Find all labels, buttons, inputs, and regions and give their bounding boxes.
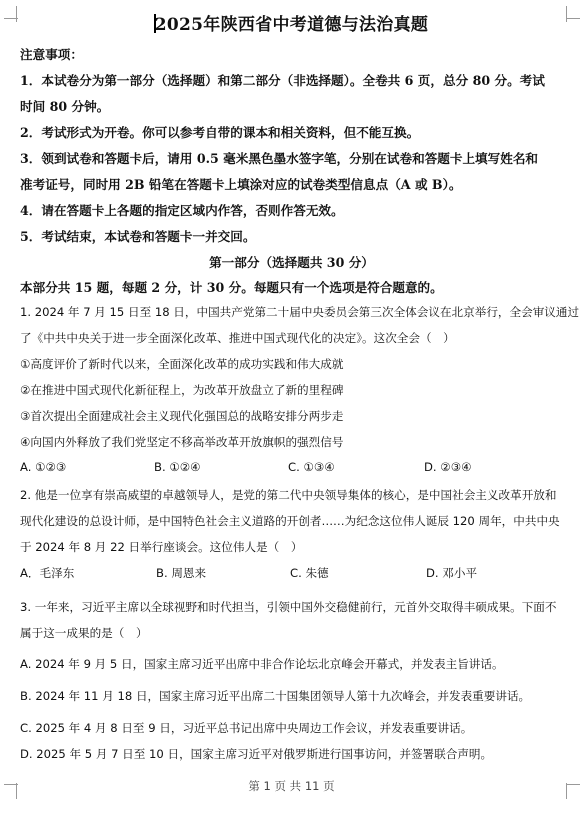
question-2-stem: 现代化建设的总设计师，是中国特色社会主义道路的开创者……为纪念这位伟人诞辰 120 周年，中共中央 (20, 514, 560, 528)
option-d: D. ②③④ (424, 460, 472, 474)
question-3-option-a: A. 2024 年 9 月 5 日，国家主席习近平出席中非合作论坛北京峰会开幕式，并发表主旨讲话。 (20, 657, 504, 671)
question-3-stem: 属于这一成果的是（ ） (20, 626, 148, 640)
question-3-option-b: B. 2024 年 11 月 18 日，国家主席习近平出席二十国集团领导人第十九次峰会，并发表重要讲话。 (20, 689, 531, 703)
question-2-stem: 于 2024 年 8 月 22 日举行座谈会。这位伟人是（ ） (20, 540, 303, 554)
option-d: D. 邓小平 (426, 566, 478, 580)
notice-line: 时间 80 分钟。 (20, 99, 110, 114)
option-b: B. ①②④ (154, 460, 201, 474)
question-3-option-c: C. 2025 年 4 月 8 日至 9 日，习近平总书记出席中央周边工作会议，并发表重要讲话。 (20, 721, 473, 735)
part-instruction: 本部分共 15 题，每题 2 分，计 30 分。每题只有一个选项是符合题意的。 (20, 280, 443, 295)
question-1-statement: ③首次提出全面建成社会主义现代化强国总的战略安排分两步走 (20, 409, 344, 423)
question-2-stem: 2. 他是一位享有崇高威望的卓越领导人，是党的第二代中央领导集体的核心，是中国社会主义改革开放和 (20, 488, 557, 502)
option-a: A．毛泽东 (20, 566, 75, 580)
option-c: C. 朱德 (290, 566, 329, 580)
option-b: B. 周恩来 (156, 566, 207, 580)
notice-line: 准考证号，同时用 2B 铅笔在答题卡上填涂对应的试卷类型信息点（A 或 B）。 (20, 177, 462, 192)
document-title: 2025年陕西省中考道德与法治真题 (154, 15, 429, 35)
notice-line: 4．请在答题卡上各题的指定区域内作答，否则作答无效。 (20, 203, 344, 218)
option-c: C. ①③④ (288, 460, 335, 474)
question-3-option-d: D. 2025 年 5 月 7 日至 10 日，国家主席习近平对俄罗斯进行国事访问，并签署联合声明。 (20, 747, 493, 761)
notice-line: 1．本试卷分为第一部分（选择题）和第二部分（非选择题）。全卷共 6 页，总分 80 分。考试 (20, 73, 545, 88)
question-1-stem: 1. 2024 年 7 月 15 日至 18 日，中国共产党第二十届中央委员会第三次全体会议在北京举行，全会审议通过 (20, 305, 580, 319)
question-1-stem: 了《中共中央关于进一步全面深化改革、推进中国式现代化的决定》。这次全会（ ） (20, 331, 455, 345)
notice-line: 5．考试结束，本试卷和答题卡一并交回。 (20, 229, 256, 244)
notice-line: 2．考试形式为开卷。你可以参考自带的课本和相关资料，但不能互换。 (20, 125, 420, 140)
option-a: A. ①②③ (20, 460, 67, 474)
question-1-statement: ④向国内外释放了我们党坚定不移高举改革开放旗帜的强烈信号 (20, 435, 344, 449)
question-1-statement: ①高度评价了新时代以来，全面深化改革的成功实践和伟大成就 (20, 357, 344, 371)
notice-heading: 注意事项： (20, 47, 83, 62)
question-1-statement: ②在推进中国式现代化新征程上，为改革开放盘立了新的里程碑 (20, 383, 344, 397)
question-3-stem: 3. 一年来，习近平主席以全球视野和时代担当，引领中国外交稳健前行，元首外交取得丰硕成果。下面不 (20, 600, 557, 614)
page-footer: 第 1 页 共 11 页 (248, 779, 335, 793)
part-heading: 第一部分（选择题共 30 分） (209, 255, 374, 270)
notice-line: 3．领到试卷和答题卡后，请用 0.5 毫米黑色墨水签字笔，分别在试卷和答题卡上填写姓名和 (20, 151, 539, 166)
